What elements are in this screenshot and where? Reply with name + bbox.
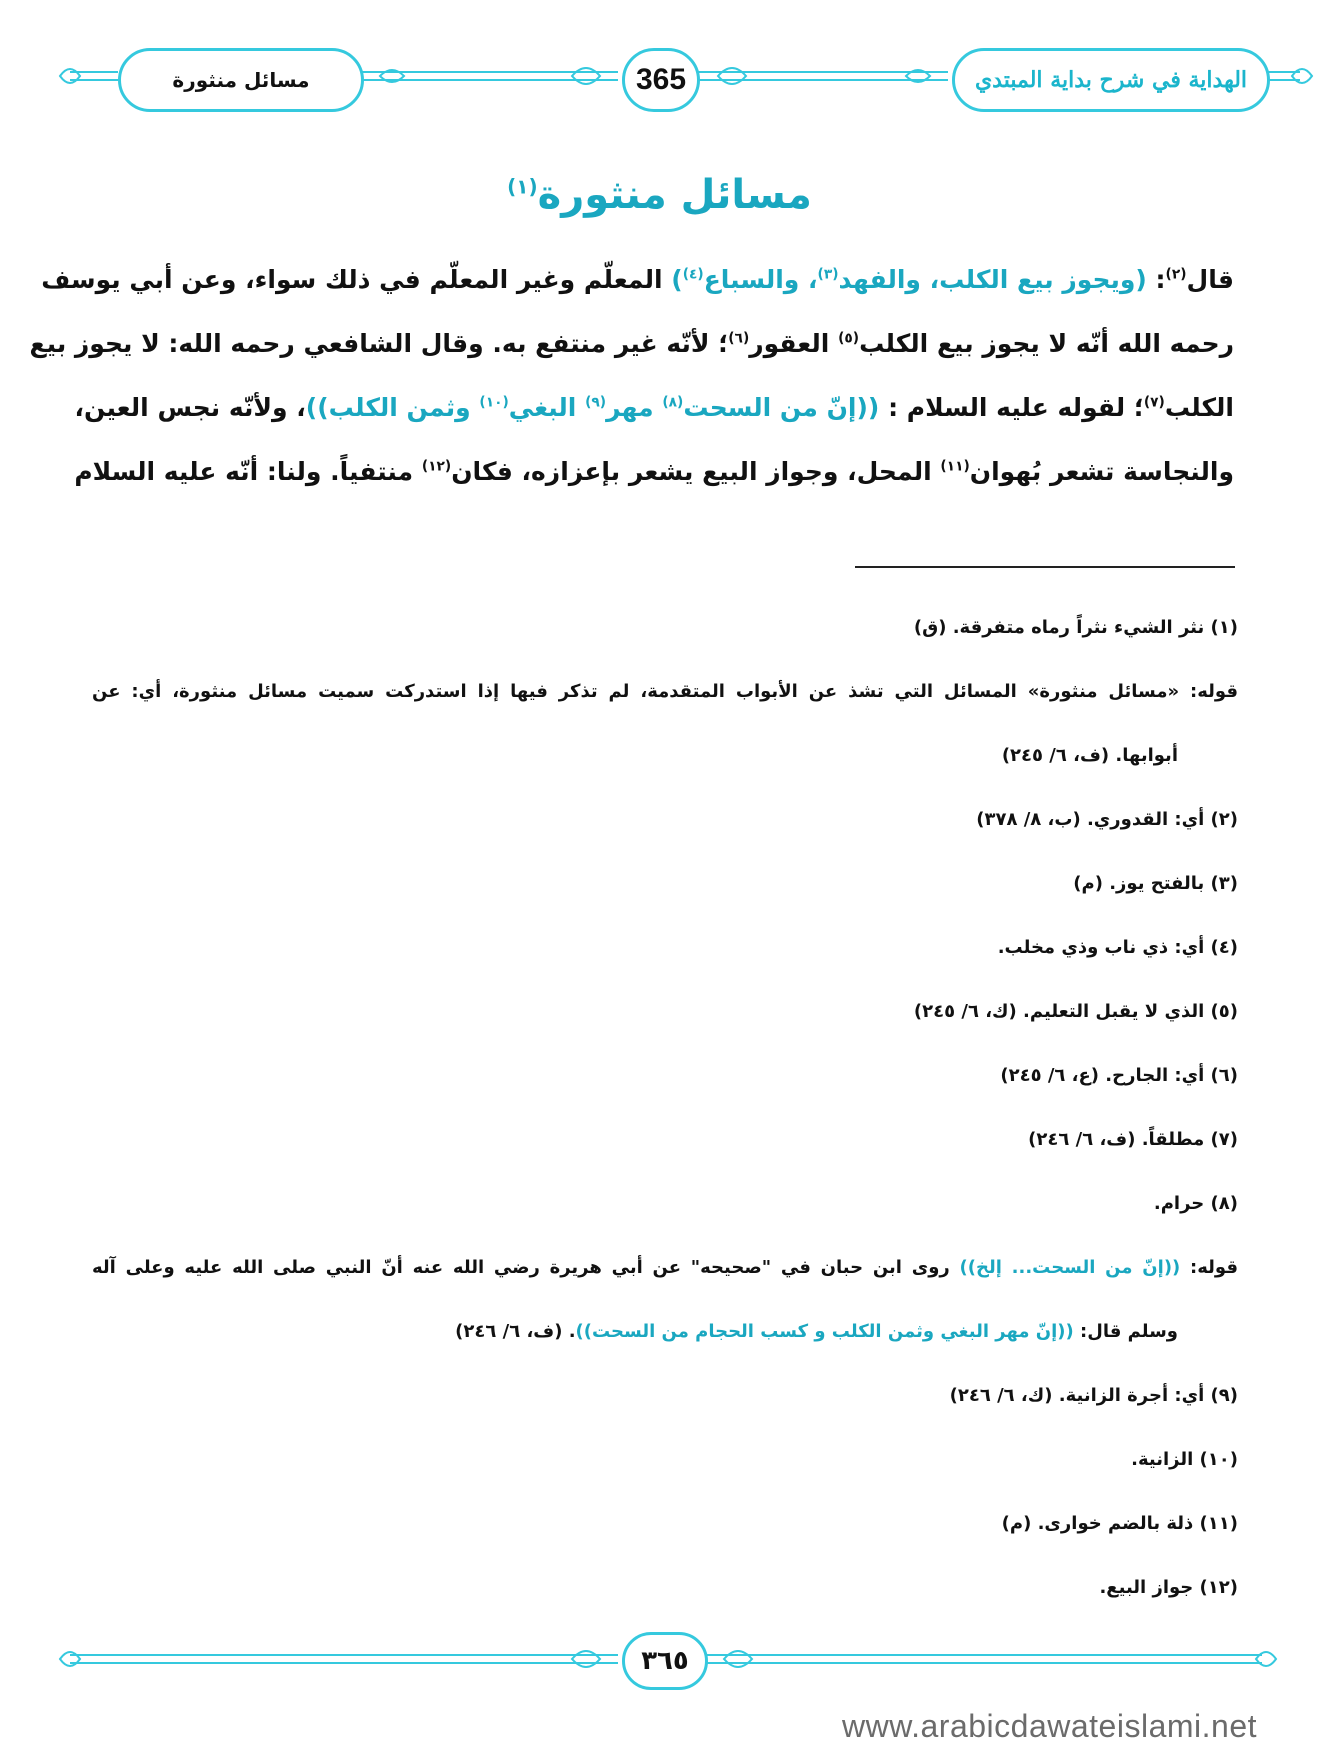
hadith-quote: وثمن الكلب)) xyxy=(305,393,480,422)
website-watermark: www.arabicdawateislami.net xyxy=(842,1708,1257,1744)
chapter-title xyxy=(0,172,1319,218)
header-page-number: 365 xyxy=(622,48,700,112)
hadith-quote: ((إنّ من السحت xyxy=(683,393,880,422)
quoted-matn: ، والسباع xyxy=(703,265,818,294)
text-run: المحل، وجواز البيع يشعر بإعزازه، فكان xyxy=(451,457,941,486)
commentary-text: . (ف، ٦/ ٢٤٦) xyxy=(455,1321,576,1342)
text-run: منتفياً. ولنا: أنّه عليه السلام xyxy=(74,457,422,486)
book-title: الهداية في شرح بداية المبتدي xyxy=(952,48,1270,112)
commentary-text: المسائل التي تشذ عن الأبواب المتقدمة، لم تذكر فيها إذا استدركت سميت مسائل منثورة، أي: عن xyxy=(92,681,1028,702)
footnotes xyxy=(92,596,1238,1620)
note-ref: (٦) xyxy=(728,330,750,347)
commentary-1 xyxy=(92,660,1238,724)
main-line-4 xyxy=(74,440,1234,504)
text-run: العقور xyxy=(749,329,839,358)
footnote-5: (٥) الذي لا يقبل التعليم. (ك، ٦/ ٢٤٥) xyxy=(913,1001,1238,1022)
text-run: الكلب xyxy=(1164,393,1234,422)
hadith-quote: مهر xyxy=(606,393,663,422)
note-ref: (٤) xyxy=(682,266,704,283)
commentary-2-cont xyxy=(92,1300,1238,1364)
footnote-11: (١١) ذلة بالضم خوارى. (م) xyxy=(1001,1513,1238,1534)
note-ref: (٨) xyxy=(662,394,684,411)
page-header xyxy=(0,0,1319,140)
chapter-title-note: (١) xyxy=(507,174,538,199)
quoted-matn: (ويجوز بيع الكلب، والفهد xyxy=(838,265,1147,294)
text-run: قال xyxy=(1186,265,1234,294)
text-run: المعلّم وغير المعلّم في ذلك سواء، وعن أبي يوسف xyxy=(41,265,672,294)
commentary-text: وسلم قال: xyxy=(1073,1321,1178,1342)
text-run: والنجاسة تشعر بُهوان xyxy=(969,457,1234,486)
footnote-4: (٤) أي: ذي ناب وذي مخلب. xyxy=(997,937,1238,958)
hadith-quote: البغي xyxy=(508,393,586,422)
footnote-7: (٧) مطلقاً. (ف، ٦/ ٢٤٦) xyxy=(1028,1129,1238,1150)
commentary-2 xyxy=(92,1236,1238,1300)
text-run: : xyxy=(1146,265,1166,294)
hadith-quote: ((إنّ مهر البغي وثمن الكلب و كسب الحجام من السحت)) xyxy=(575,1321,1074,1342)
running-section-title: مسائل منثورة xyxy=(118,48,364,112)
main-line-1 xyxy=(41,248,1234,312)
text-run: رحمه الله أنّه لا يجوز بيع الكلب xyxy=(859,329,1234,358)
note-ref: (٧) xyxy=(1143,394,1165,411)
footnote-9: (٩) أي: أجرة الزانية. (ك، ٦/ ٢٤٦) xyxy=(949,1385,1238,1406)
page-footer xyxy=(0,1622,1319,1702)
text-run: ، ولأنّه نجس العين، xyxy=(74,393,306,422)
main-line-3 xyxy=(74,376,1234,440)
footnote-10: (١٠) الزانية. xyxy=(1131,1449,1238,1470)
note-ref: (١١) xyxy=(940,458,970,475)
footnote-separator xyxy=(855,566,1235,568)
note-ref: (٥) xyxy=(838,330,860,347)
footnote-1: (١) نثر الشيء نثراً رماه متفرقة. (ق) xyxy=(913,617,1238,638)
commentary-label: قوله: xyxy=(1179,681,1238,702)
note-ref: (١٠) xyxy=(479,394,509,411)
footnote-6: (٦) أي: الجارح. (ع، ٦/ ٢٤٥) xyxy=(1000,1065,1238,1086)
commentary-term: ((إنّ من السحت... إلخ)) xyxy=(959,1257,1181,1278)
note-ref: (٣) xyxy=(817,266,839,283)
commentary-term: «مسائل منثورة» xyxy=(1027,681,1180,702)
footnote-2: (٢) أي: القدوري. (ب، ٨/ ٣٧٨) xyxy=(976,809,1238,830)
note-ref: (٩) xyxy=(585,394,607,411)
footer-page-number: ٣٦٥ xyxy=(622,1632,708,1690)
footnote-12: (١٢) جواز البيع. xyxy=(1099,1577,1238,1598)
chapter-title-text: مسائل منثورة xyxy=(537,172,812,218)
quoted-matn: ) xyxy=(671,265,683,294)
main-line-2 xyxy=(29,312,1234,376)
main-text xyxy=(29,248,1234,504)
note-ref: (٢) xyxy=(1165,266,1187,283)
text-run: ؛ لقوله عليه السلام : xyxy=(879,393,1144,422)
commentary-label: قوله: xyxy=(1180,1257,1238,1278)
text-run: ؛ لأنّه غير منتفع به. وقال الشافعي رحمه الله: لا يجوز بيع xyxy=(29,329,729,358)
commentary-1-cont: أبوابها. (ف، ٦/ ٢٤٥) xyxy=(1001,745,1178,766)
commentary-text: روى ابن حبان في "صحيحه" عن أبي هريرة رضي الله عنه أنّ النبي صلى الله عليه وعلى آله xyxy=(92,1257,960,1278)
note-ref: (١٢) xyxy=(421,458,452,475)
footnote-8: (٨) حرام. xyxy=(1153,1193,1238,1214)
footnote-3: (٣) بالفتح يوز. (م) xyxy=(1073,873,1238,894)
